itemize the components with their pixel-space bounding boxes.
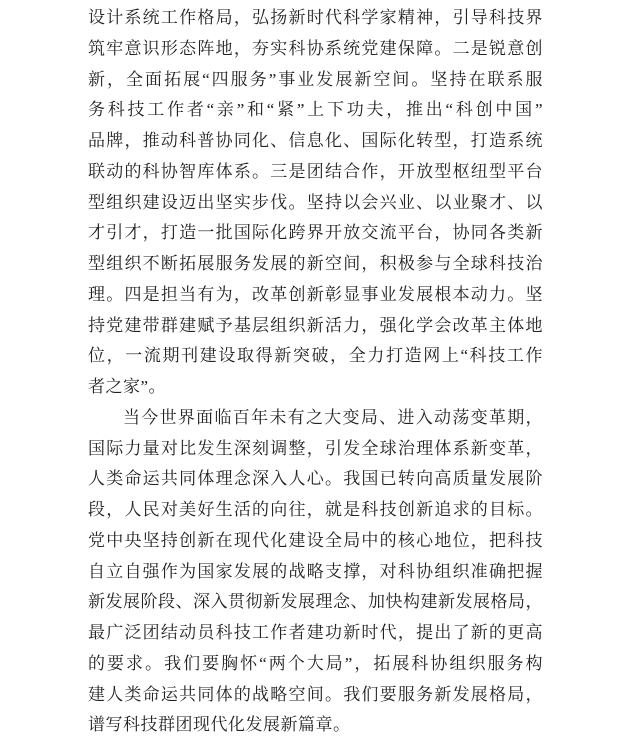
text-line: 品牌，推动科普协同化、信息化、国际化转型，打造系统 [88, 131, 543, 150]
text-line: 者之家”。 [88, 377, 167, 396]
text-line: 建人类命运共同体的战略空间。我们要服务新发展格局， [88, 684, 543, 704]
text-line: 才引才，打造一批国际化跨界开放交流平台，协同各类新 [88, 223, 543, 243]
text-line: 党中央坚持创新在现代化建设全局中的核心地位，把科技 [88, 530, 543, 550]
text-line: 位，一流期刊建设取得新突破，全力打造网上“科技工作 [88, 346, 543, 366]
text-line: 自立自强作为国家发展的战略支撑，对科协组织准确把握 [88, 561, 543, 581]
text-line: 新发展阶段、深入贯彻新发展理念、加快构建新发展格局， [88, 592, 543, 612]
text-line: 谱写科技群团现代化发展新篇章。 [88, 715, 351, 735]
text-line: 段，人民对美好生活的向往，就是科技创新追求的目标。 [88, 500, 543, 519]
document-body [88, 3, 543, 741]
text-line: 型组织不断拓展服务发展的新空间，积极参与全球科技治 [88, 254, 543, 273]
text-line: 的要求。我们要胸怀“两个大局”，拓展科协组织服务构 [88, 653, 543, 673]
text-line: 最广泛团结动员科技工作者建功新时代，提出了新的更高 [88, 623, 543, 642]
text-line: 当今世界面临百年未有之大变局、进入动荡变革期， [123, 407, 543, 427]
text-line: 筑牢意识形态阵地，夯实科协系统党建保障。二是锐意创 [88, 38, 543, 58]
text-line: 人类命运共同体理念深入人心。我国已转向高质量发展阶 [88, 469, 543, 489]
paragraph [88, 403, 543, 741]
text-line: 国际力量对比发生深刻调整，引发全球治理体系新变革， [88, 438, 543, 458]
text-line: 联动的科协智库体系。三是团结合作，开放型枢纽型平台 [88, 161, 543, 181]
text-line: 设计系统工作格局，弘扬新时代科学家精神，引导科技界 [88, 8, 543, 27]
text-line: 理。四是担当有为，改革创新彰显事业发展根本动力。坚 [88, 284, 543, 304]
text-line: 持党建带群建赋予基层组织新活力，强化学会改革主体地 [88, 315, 543, 335]
text-line: 务科技工作者“亲”和“紧”上下功夫，推出“科创中国” [88, 100, 543, 120]
paragraph [88, 3, 543, 403]
text-line: 新，全面拓展“四服务”事业发展新空间。坚持在联系服 [88, 69, 543, 89]
text-line: 型组织建设迈出坚实步伐。坚持以会兴业、以业聚才、以 [88, 192, 543, 212]
